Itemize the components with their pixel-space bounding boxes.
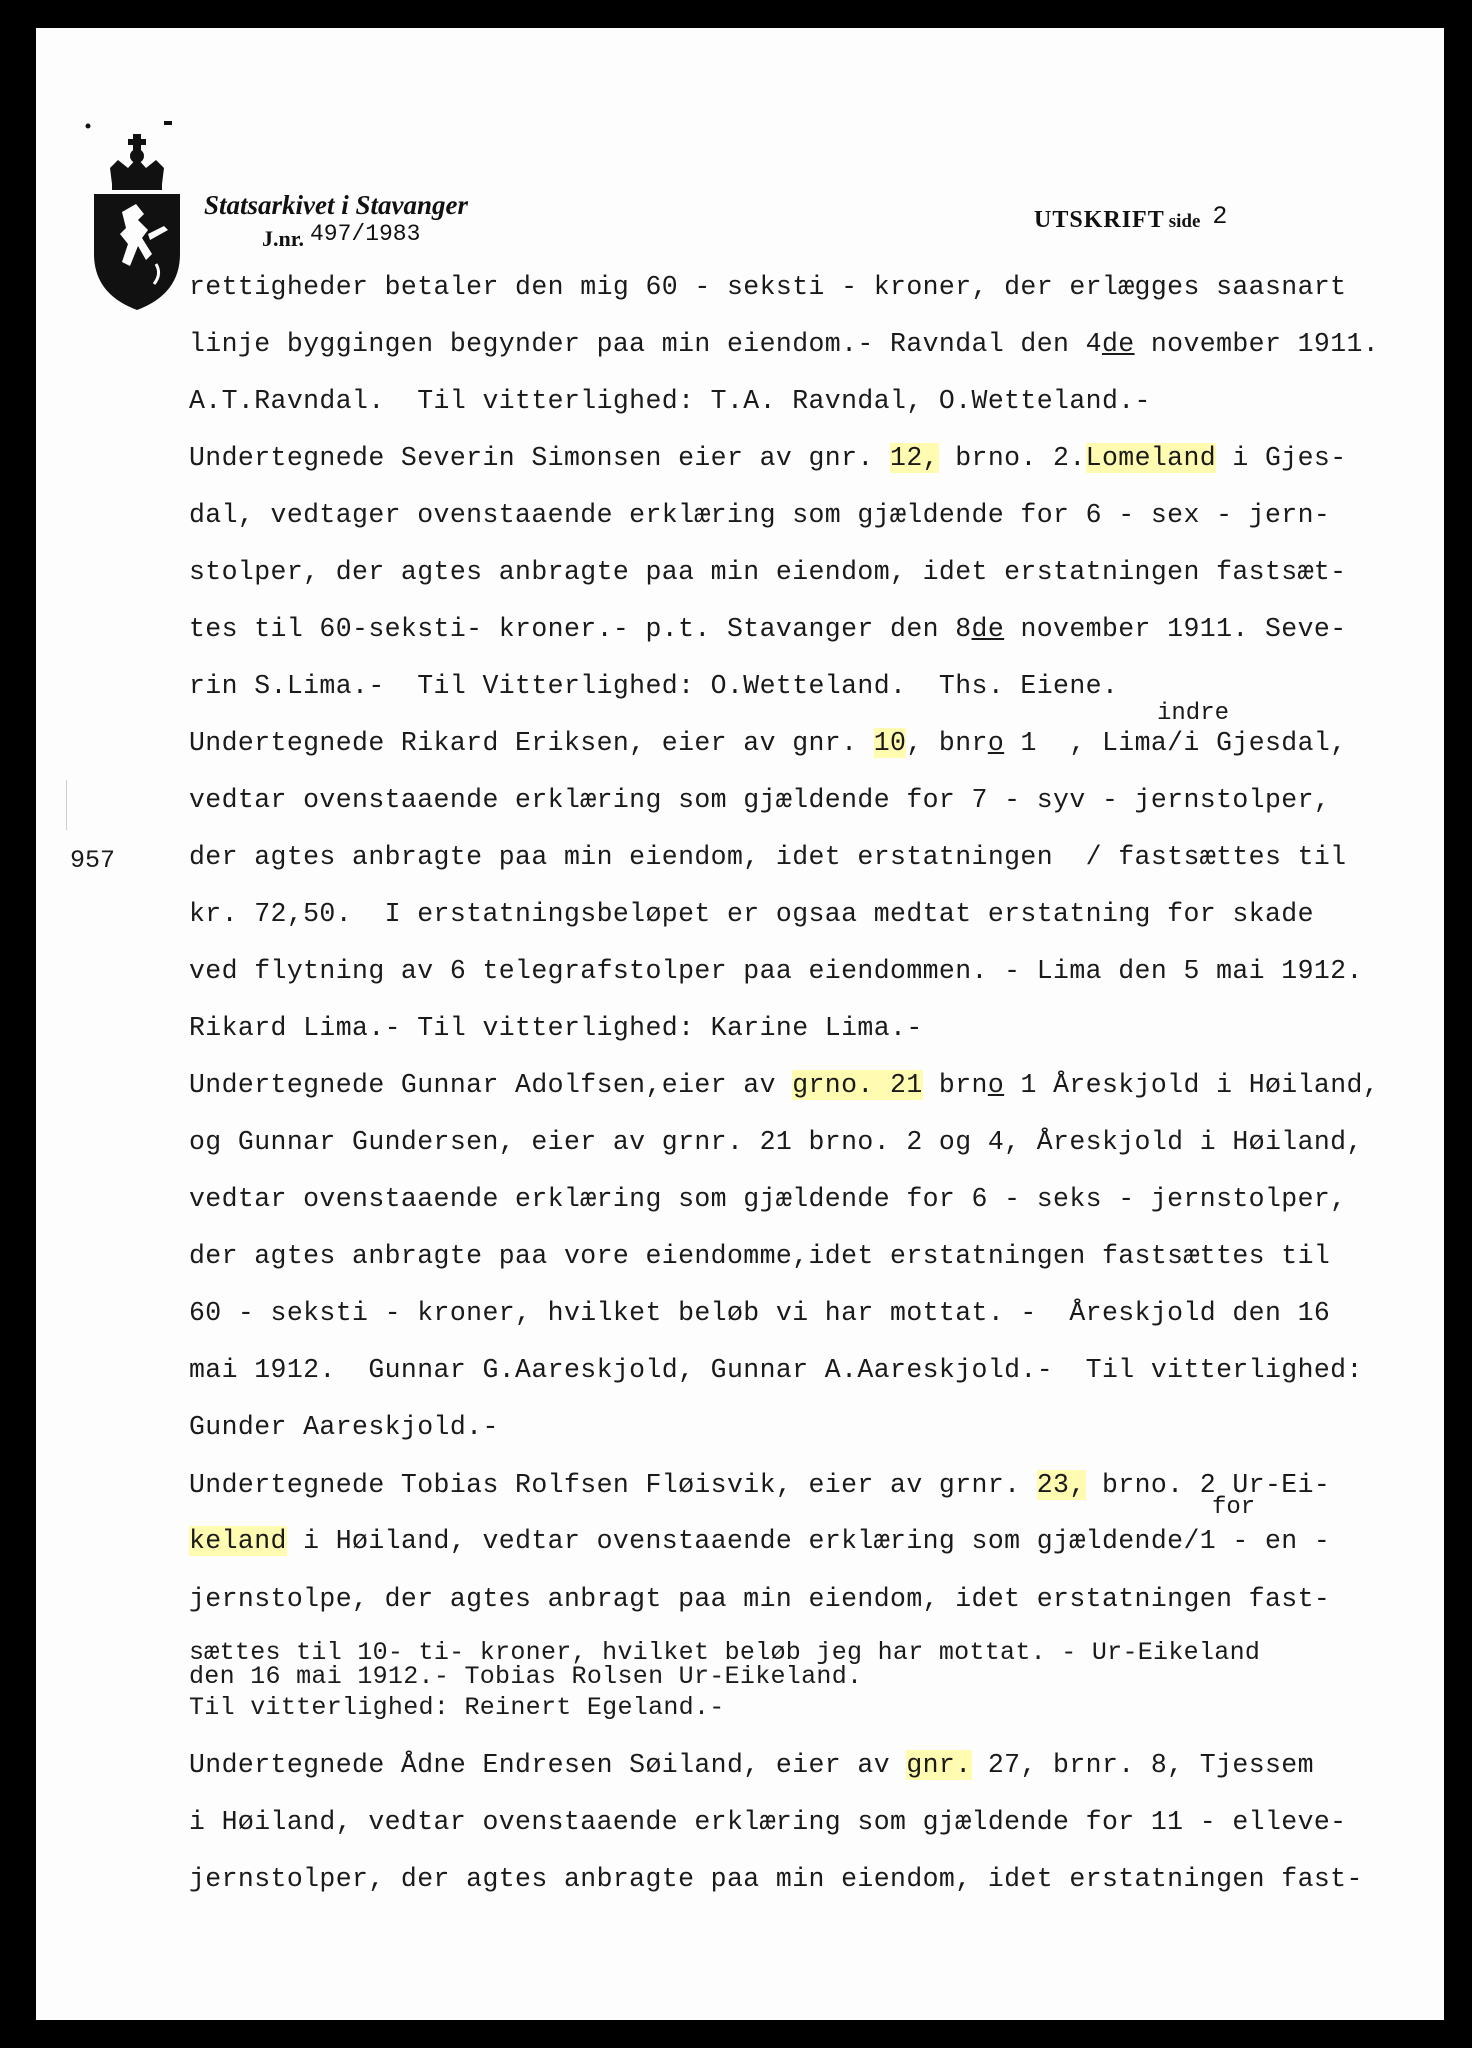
text-segment: 23, — [1036, 1470, 1086, 1500]
text-segment: o — [987, 1070, 1005, 1100]
text-segment: A.T.Ravndal. Til vitterlighed: T.A. Ravndal, O.Wetteland.- — [189, 386, 1151, 416]
text-segment: november 1911. — [1134, 329, 1380, 359]
text-segment: jernstolper, der agtes anbragte paa min eiendom, idet erstatningen fast- — [189, 1864, 1363, 1894]
text-segment: Lomeland — [1085, 443, 1217, 473]
margin-note: 957 — [70, 846, 116, 875]
text-segment: vedtar ovenstaaende erklæring som gjældende for 6 - seks - jernstolper, — [189, 1184, 1347, 1214]
text-segment: stolper, der agtes anbragte paa min eiendom, idet erstatningen fastsæt- — [189, 557, 1347, 587]
text-segment: linje byggingen begynder paa min eiendom.- Ravndal den 4 — [189, 329, 1102, 359]
text-line — [189, 1807, 1346, 1837]
text-segment: Til vitterlighed: Reinert Egeland.- — [189, 1693, 725, 1722]
text-segment: Undertegnede Gunnar Adolfsen,eier av — [189, 1070, 793, 1100]
interlinear-indre: indre — [1157, 700, 1230, 727]
text-segment: der agtes anbragte paa min eiendom, idet erstatningen / fastsættes til — [189, 842, 1347, 872]
utskrift-label: UTSKRIFT — [1034, 207, 1165, 233]
text-segment: tes til 60-seksti- kroner.- p.t. Stavanger den 8 — [189, 614, 972, 644]
text-segment: grno. 21 — [792, 1070, 923, 1100]
text-line — [189, 1584, 1330, 1614]
text-segment: 1 , Lima/i Gjesdal, — [1004, 728, 1347, 758]
text-segment: brno. 2 Ur-Ei- — [1085, 1470, 1331, 1500]
text-line — [189, 1750, 1314, 1780]
text-line — [189, 1241, 1330, 1271]
text-segment: 1 Åreskjold i Høiland, — [1004, 1070, 1380, 1100]
text-segment: 10 — [873, 728, 907, 758]
text-line — [189, 500, 1330, 530]
text-line — [189, 842, 1346, 872]
text-line — [189, 1526, 1330, 1556]
text-segment: gnr. — [906, 1750, 972, 1780]
text-segment: brn — [922, 1070, 988, 1100]
text-segment: ved flytning av 6 telegrafstolper paa eiendommen. - Lima den 5 mai 1912. — [189, 956, 1363, 986]
jnr-value: 497/1983 — [309, 221, 421, 247]
text-line — [189, 1693, 725, 1722]
text-segment: Undertegnede Tobias Rolfsen Fløisvik, eier av grnr. — [189, 1470, 1037, 1500]
text-segment: i Høiland, vedtar ovenstaaende erklæring som gjældende for 11 - elleve- — [189, 1807, 1347, 1837]
text-line — [189, 1355, 1363, 1385]
text-segment: brno. 2. — [938, 443, 1086, 473]
text-segment: Undertegnede Severin Simonsen eier av gnr. — [189, 443, 891, 473]
text-segment: o — [987, 728, 1005, 758]
text-segment: jernstolpe, der agtes anbragt paa min eiendom, idet erstatningen fast- — [189, 1584, 1331, 1614]
text-segment: Gunder Aareskjold.- — [189, 1412, 499, 1442]
text-line — [189, 1070, 1379, 1100]
side-label: side — [1168, 211, 1201, 232]
text-segment: rin S.Lima.- Til Vitterlighed: O.Wetteland. Ths. Eiene. — [189, 671, 1119, 701]
page-number: 2 — [1212, 202, 1228, 231]
text-segment: den 16 mai 1912.- Tobias Rolsen Ur-Eikeland. — [189, 1662, 863, 1691]
text-segment: kr. 72,50. I erstatningsbeløpet er ogsaa medtat erstatning for skade — [189, 899, 1314, 929]
text-segment: og Gunnar Gundersen, eier av grnr. 21 brno. 2 og 4, Åreskjold i Høiland, — [189, 1127, 1363, 1157]
text-segment: der agtes anbragte paa vore eiendomme,idet erstatningen fastsættes til — [189, 1241, 1331, 1271]
text-segment: 60 - seksti - kroner, hvilket beløb vi har mottat. - Åreskjold den 16 — [189, 1298, 1331, 1328]
text-segment: Rikard Lima.- Til vitterlighed: Karine Lima.- — [189, 1013, 923, 1043]
text-segment: de — [1101, 329, 1135, 359]
text-segment: rettigheder betaler den mig 60 - seksti - kroner, der erlægges saasnart — [189, 272, 1347, 302]
text-line — [189, 1013, 923, 1043]
text-line — [189, 443, 1347, 473]
text-segment: i Høiland, vedtar ovenstaaende erklæring som gjældende/1 - en - — [286, 1526, 1331, 1556]
text-line — [189, 1184, 1346, 1214]
text-segment: 27, brnr. 8, Tjessem — [971, 1750, 1314, 1780]
text-segment: Undertegnede Rikard Eriksen, eier av gnr. — [189, 728, 874, 758]
text-line — [189, 785, 1330, 815]
text-segment: sættes til 10- ti- kroner, hvilket beløb jeg har mottat. - Ur-Eikeland — [189, 1638, 1261, 1667]
text-line — [189, 1127, 1363, 1157]
text-line — [189, 956, 1363, 986]
text-line — [189, 1470, 1330, 1500]
text-line — [189, 614, 1347, 644]
text-line — [189, 329, 1379, 359]
text-segment: november 1911. Seve- — [1004, 614, 1347, 644]
text-segment: keland — [189, 1526, 287, 1556]
text-line — [189, 671, 1118, 701]
text-segment: , bnr — [906, 728, 988, 758]
text-line — [189, 1662, 862, 1691]
text-segment: i Gjes- — [1216, 443, 1347, 473]
text-line — [189, 557, 1346, 587]
text-segment: Undertegnede Ådne Endresen Søiland, eier av — [189, 1750, 907, 1780]
jnr-label: J.nr. — [262, 226, 304, 251]
text-segment: 12, — [890, 443, 939, 473]
text-segment: de — [971, 614, 1005, 644]
interlinear-for: for — [1212, 1494, 1256, 1521]
text-line — [189, 899, 1314, 929]
text-line — [189, 1864, 1363, 1894]
archive-name: Statsarkivet i Stavanger — [204, 190, 469, 220]
text-line — [189, 1412, 499, 1442]
text-segment: mai 1912. Gunnar G.Aareskjold, Gunnar A.Aareskjold.- Til vitterlighed: — [189, 1355, 1363, 1385]
text-line — [189, 1298, 1330, 1328]
text-line — [189, 728, 1347, 758]
text-segment: vedtar ovenstaaende erklæring som gjældende for 7 - syv - jernstolper, — [189, 785, 1331, 815]
text-line — [189, 386, 1151, 416]
text-segment: dal, vedtager ovenstaaende erklæring som gjældende for 6 - sex - jern- — [189, 500, 1331, 530]
text-line — [189, 272, 1346, 302]
